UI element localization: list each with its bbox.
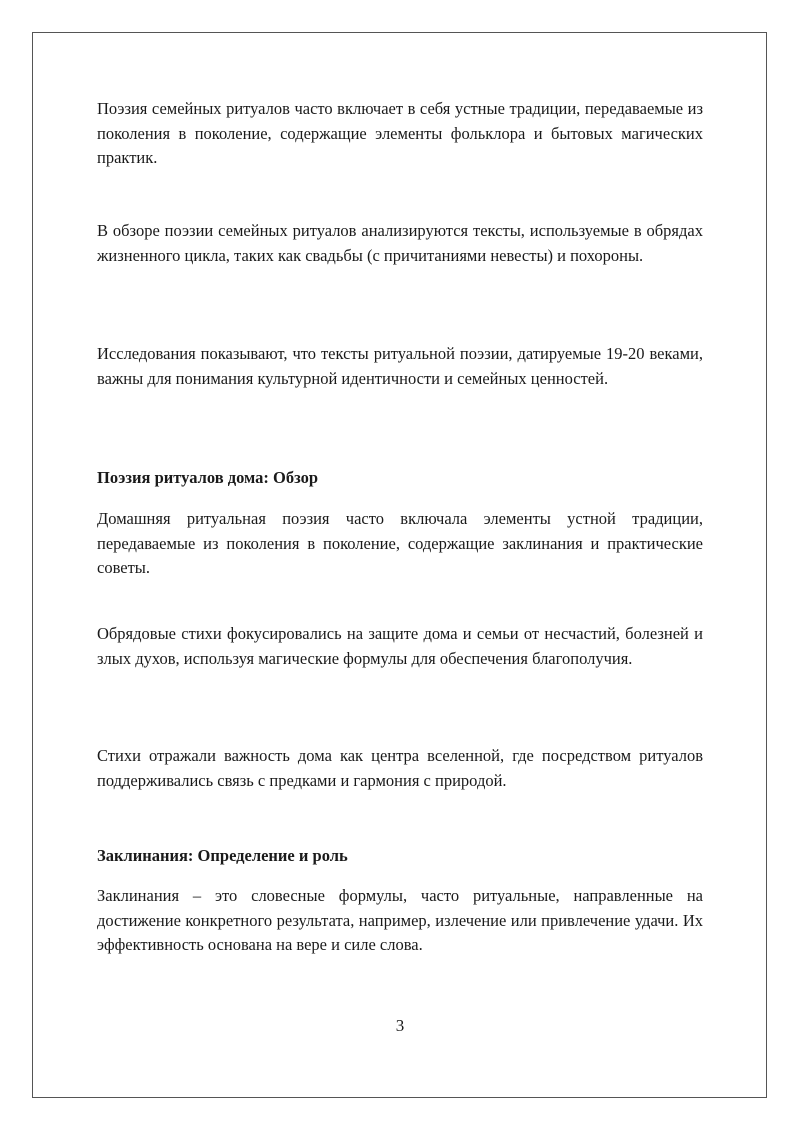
paragraph-incantation-definition: Заклинания – это словесные формулы, часто ритуальные, направленные на достижение конкретного результата, например, излечение или привлечение удачи. Их эффективность основана на вере и силе слова. [97, 886, 703, 954]
section-heading-incantations: Заклинания: Определение и роль [97, 846, 348, 865]
page-number: 3 [395, 1016, 405, 1035]
section-heading-home-rituals: Поэзия ритуалов дома: Обзор [97, 468, 319, 487]
paragraph-life-cycle-rites: В обзоре поэзии семейных ритуалов анализируются тексты, используемые в обрядах жизненного цикла, таких как свадьбы (с причитаниями невесты) и похороны. [97, 221, 703, 265]
paragraph-home-ritual-poetry: Домашняя ритуальная поэзия часто включала элементы устной традиции, передаваемые из поколения в поколение, содержащие заклинания и практические советы. [97, 509, 703, 577]
paragraph-family-rituals-oral-traditions: Поэзия семейных ритуалов часто включает в себя устные традиции, передаваемые из поколения в поколение, содержащие элементы фольклора и бытовых магических практик. [97, 99, 703, 167]
paragraph-protective-verses: Обрядовые стихи фокусировались на защите дома и семьи от несчастий, болезней и злых духов, используя магические формулы для обеспечения благополучия. [97, 624, 703, 668]
paragraph-research-findings: Исследования показывают, что тексты ритуальной поэзии, датируемые 19-20 веками, важны для понимания культурной идентичности и семейных ценностей. [97, 344, 703, 388]
paragraph-home-as-center: Стихи отражали важность дома как центра вселенной, где посредством ритуалов поддерживались связь с предками и гармония с природой. [97, 746, 703, 790]
